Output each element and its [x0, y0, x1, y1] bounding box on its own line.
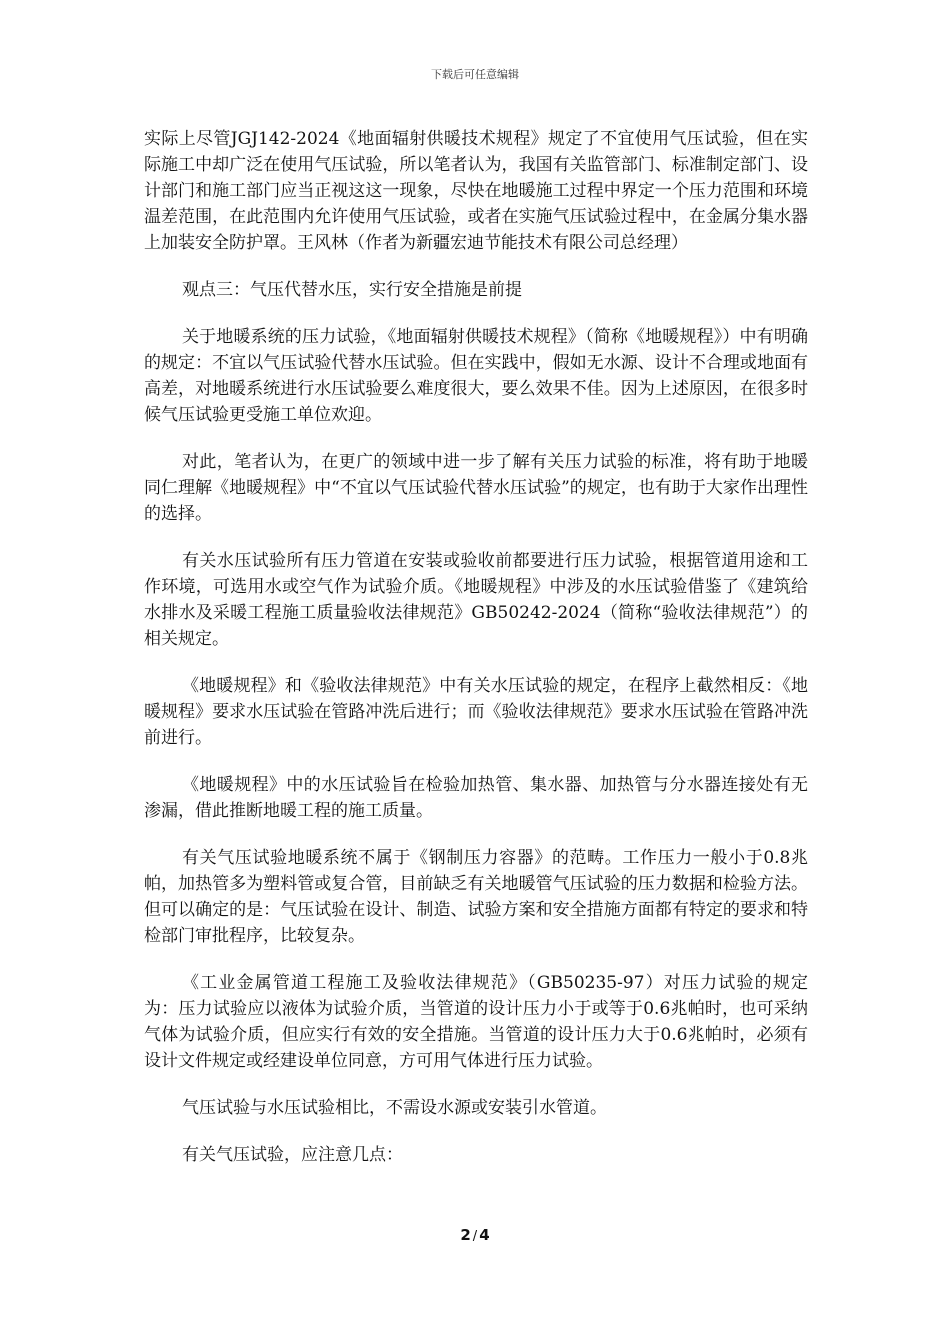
paragraph-9: 《工业金属管道工程施工及验收法律规范》（GB50235-97）对压力试验的规定为：压力试验应以液体为试验介质，当管道的设计压力小于或等于0.6兆帕时，也可采纳气体为试验介质，但应实行有效的安全措施。当管道的设计压力大于0.6兆帕时，必须有设计文件规定或经建设单位同意，方可用气体进行压力试验。 [144, 973, 808, 1071]
paragraph-7: 《地暖规程》中的水压试验旨在检验加热管、集水器、加热管与分水器连接处有无渗漏，借此推断地暖工程的施工质量。 [144, 775, 808, 821]
paragraph-4: 对此，笔者认为，在更广的领域中进一步了解有关压力试验的标准，将有助于地暖同仁理解《地暖规程》中“不宜以气压试验代替水压试验”的规定，也有助于大家作出理性的选择。 [144, 452, 808, 524]
paragraph-8: 有关气压试验地暖系统不属于《钢制压力容器》的范畴。工作压力一般小于0.8兆帕，加热管多为塑料管或复合管，目前缺乏有关地暖管气压试验的压力数据和检验方法。但可以确定的是：气压试验在设计、制造、试验方案和安全措施方面都有特定的要求和特检部门审批程序，比较复杂。 [144, 848, 808, 946]
total-pages: 4 [479, 1226, 490, 1244]
paragraph-10: 气压试验与水压试验相比，不需设水源或安装引水管道。 [182, 1098, 607, 1118]
paragraph-1: 实际上尽管JGJ142-2024《地面辐射供暖技术规程》规定了不宜使用气压试验，但在实际施工中却广泛在使用气压试验，所以笔者认为，我国有关监管部门、标准制定部门、设计部门和施工部门应当正视这这一现象，尽快在地暖施工过程中界定一个压力范围和环境温差范围，在此范围内允许使用气压试验，或者在实施气压试验过程中，在金属分集水器上加装安全防护罩。王风林（作者为新疆宏迪节能技术有限公司总经理） [144, 129, 808, 253]
page-separator: / [472, 1229, 478, 1244]
page-number [0, 1226, 950, 1244]
document-body [144, 126, 808, 1189]
page-header: 下载后可任意编辑 [431, 68, 519, 81]
paragraph-11: 有关气压试验，应注意几点： [182, 1145, 403, 1165]
paragraph-5: 有关水压试验所有压力管道在安装或验收前都要进行压力试验，根据管道用途和工作环境，可选用水或空气作为试验介质。《地暖规程》中涉及的水压试验借鉴了《建筑给水排水及采暖工程施工质量验收法律规范》GB50242-2024（简称“验收法律规范”）的相关规定。 [144, 551, 808, 649]
paragraph-3: 关于地暖系统的压力试验，《地面辐射供暖技术规程》（简称《地暖规程》）中有明确的规定：不宜以气压试验代替水压试验。但在实践中，假如无水源、设计不合理或地面有高差，对地暖系统进行水压试验要么难度很大，要么效果不佳。因为上述原因，在很多时候气压试验更受施工单位欢迎。 [144, 327, 808, 425]
current-page: 2 [460, 1226, 471, 1244]
paragraph-6: 《地暖规程》和《验收法律规范》中有关水压试验的规定，在程序上截然相反：《地暖规程》要求水压试验在管路冲洗后进行；而《验收法律规范》要求水压试验在管路冲洗前进行。 [144, 676, 808, 748]
section-heading: 观点三：气压代替水压，实行安全措施是前提 [182, 280, 522, 300]
